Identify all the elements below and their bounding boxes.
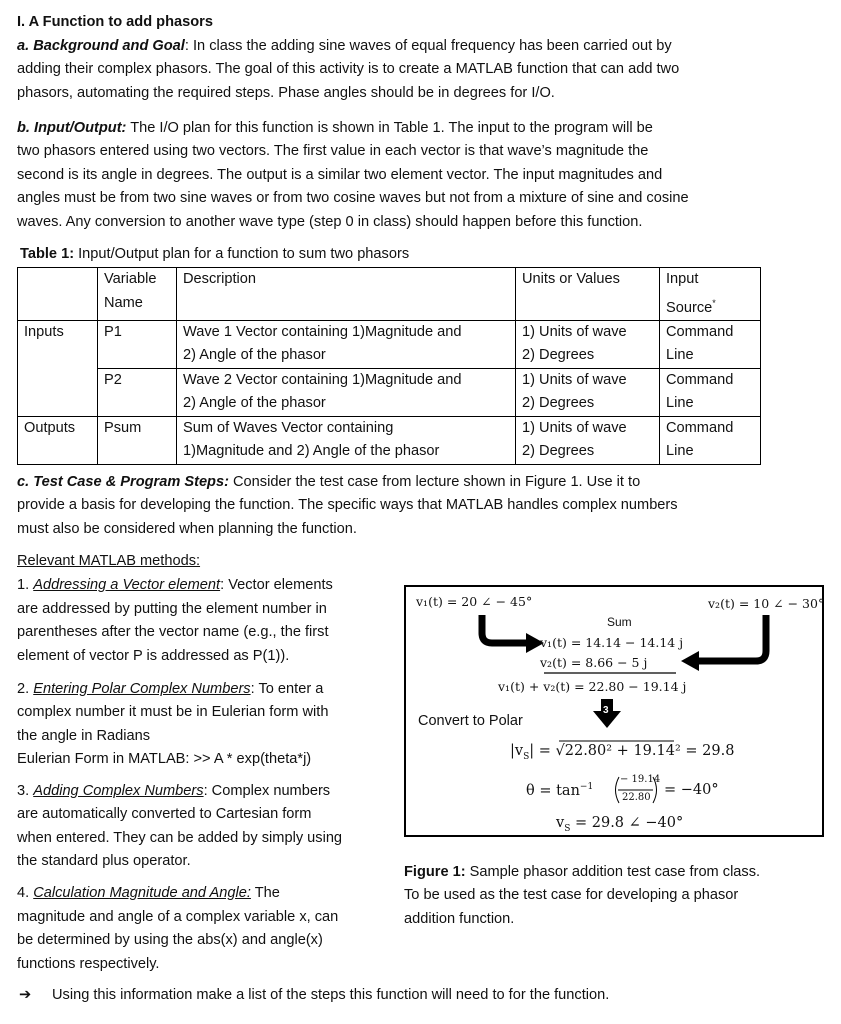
row-desc: Wave 2 Vector containing 1)Magnitude and 2) Angle of the phasor: [177, 368, 516, 416]
section-a-line-1: a. Background and Goal: In class the adding sine waves of equal frequency has been carried out by: [17, 38, 672, 54]
row-source: Command Line: [660, 416, 761, 464]
fig-theta-lhs: $\theta = \tan^{-1}$: [526, 782, 594, 799]
row-source: Command Line: [660, 320, 761, 368]
fig-v2: v₂(t) = 10 ∠ − 30°: [708, 596, 825, 611]
section-title: I. A Function to add phasors: [17, 14, 213, 30]
header-source: Input Source*: [660, 268, 761, 321]
row-units: 1) Units of wave 2) Degrees: [516, 416, 660, 464]
section-b-line-5: waves. Any conversion to another wave type (step 0 in class) should happen before this function.: [17, 214, 643, 230]
row-group-inputs: Inputs: [18, 320, 98, 368]
row-source: Command Line: [660, 368, 761, 416]
method-1-line-2: are addressed by putting the element number in: [17, 601, 327, 617]
method-1-line-1: 1. Addressing a Vector element: Vector elements: [17, 577, 333, 593]
fig-theta-result: = −40°: [664, 782, 719, 798]
figure-caption-line-1: Figure 1: Sample phasor addition test case from class.: [404, 864, 761, 880]
section-b-line-2: two phasors entered using two vectors. The first value in each vector is that wave’s magnitude the: [17, 143, 649, 159]
right-arrowhead-icon: [681, 651, 699, 671]
method-2-line-1: 2. Entering Polar Complex Numbers: To enter a: [17, 681, 324, 697]
method-4-line-1: 4. Calculation Magnitude and Angle: The: [17, 885, 280, 901]
row-group-empty: [18, 368, 98, 416]
figure-caption-line-2: To be used as the test case for developing a phasor: [404, 887, 739, 903]
table-caption: Table 1: Input/Output plan for a function to sum two phasors: [20, 246, 410, 262]
method-1-line-4: element of vector P is addressed as P(1)).: [17, 648, 290, 664]
table-row: [18, 368, 761, 416]
header-empty: [18, 268, 98, 321]
figure-1-phasor-diagram: [404, 585, 824, 837]
final-instruction: Using this information make a list of the steps this function will need to for the function.: [52, 987, 610, 1003]
method-1-line-3: parentheses after the vector name (e.g., the first: [17, 624, 329, 640]
fig-vs-eq: $v_S = 29.8$ ∠ −40°: [556, 815, 684, 834]
table-header-row: [18, 268, 761, 321]
left-curved-arrow-icon: [482, 615, 528, 643]
section-c-line-1: c. Test Case & Program Steps: Consider the test case from lecture shown in Figure 1. Use it to: [17, 474, 641, 490]
arrow-bullet-icon: ➔: [19, 987, 32, 1003]
method-2-line-4: Eulerian Form in MATLAB: >> A * exp(theta*j): [17, 751, 312, 767]
section-b-label: b. Input/Output:: [17, 120, 127, 136]
method-3-line-3: when entered. They can be added by simply using: [17, 830, 343, 846]
header-variable: Variable Name: [98, 268, 177, 321]
row-name: P2: [98, 368, 177, 416]
fig-frac-den: 22.80: [622, 792, 651, 803]
methods-heading: Relevant MATLAB methods:: [17, 553, 201, 569]
section-b-line-4: angles must be from two sine waves or from two cosine waves but not from a mixture of sine and cosine: [17, 190, 689, 206]
fig-step-number: 3: [603, 705, 609, 716]
header-units: Units or Values: [516, 268, 660, 321]
row-desc: Sum of Waves Vector containing 1)Magnitude and 2) Angle of the phasor: [177, 416, 516, 464]
right-curved-arrow-icon: [696, 615, 766, 661]
section-a-label: a. Background and Goal: [17, 38, 185, 54]
row-desc: Wave 1 Vector containing 1)Magnitude and 2) Angle of the phasor: [177, 320, 516, 368]
method-3-line-1: 3. Adding Complex Numbers: Complex numbers: [17, 783, 331, 799]
fig-v2-rect: v₂(t) = 8.66 − 5 j: [540, 655, 648, 670]
section-c-line-2: provide a basis for developing the function. The specific ways that MATLAB handles complex numbers: [17, 497, 678, 513]
fig-sum-label: Sum: [607, 615, 632, 629]
method-4-line-2: magnitude and angle of a complex variable x, can: [17, 909, 339, 925]
section-b-line-3: second is its angle in degrees. The output is a similar two element vector. The input magnitudes and: [17, 167, 663, 183]
method-2-line-2: complex number it must be in Eulerian form with: [17, 704, 329, 720]
row-name: Psum: [98, 416, 177, 464]
method-4-line-3: be determined by using the abs(x) and angle(x): [17, 932, 323, 948]
table-row: [18, 320, 761, 368]
fig-convert-label: Convert to Polar: [418, 713, 523, 729]
row-group-outputs: Outputs: [18, 416, 98, 464]
fig-magnitude-eq: $|v_S| = √22.80^2 + 19.14^2 = 29.8$: [510, 743, 735, 762]
section-b-line-1: b. Input/Output: The I/O plan for this function is shown in Table 1. The input to the program will be: [17, 120, 653, 136]
section-a-line-3: phasors, automating the required steps. Phase angles should be in degrees for I/O.: [17, 85, 555, 101]
section-c-line-3: must also be considered when planning the function.: [17, 521, 357, 537]
method-3-line-4: the standard plus operator.: [17, 853, 191, 869]
section-c-label: c. Test Case & Program Steps:: [17, 474, 229, 490]
io-plan-table: [17, 267, 761, 465]
fig-v1-rect: v₁(t) = 14.14 − 14.14 j: [540, 635, 684, 650]
fig-frac-num: − 19.14: [620, 774, 661, 785]
section-a-line-2: adding their complex phasors. The goal of this activity is to create a MATLAB function that can add two: [17, 61, 680, 77]
figure-caption-line-3: addition function.: [404, 911, 515, 927]
row-name: P1: [98, 320, 177, 368]
method-3-line-2: are automatically converted to Cartesian form: [17, 806, 312, 822]
fig-total-rect: v₁(t) + v₂(t) = 22.80 − 19.14 j: [498, 679, 687, 694]
row-units: 1) Units of wave 2) Degrees: [516, 320, 660, 368]
method-2-line-3: the angle in Radians: [17, 728, 151, 744]
header-description: Description: [177, 268, 516, 321]
row-units: 1) Units of wave 2) Degrees: [516, 368, 660, 416]
fig-v1: v₁(t) = 20 ∠ − 45°: [416, 594, 533, 609]
method-4-line-4: functions respectively.: [17, 956, 160, 972]
table-row: [18, 416, 761, 464]
